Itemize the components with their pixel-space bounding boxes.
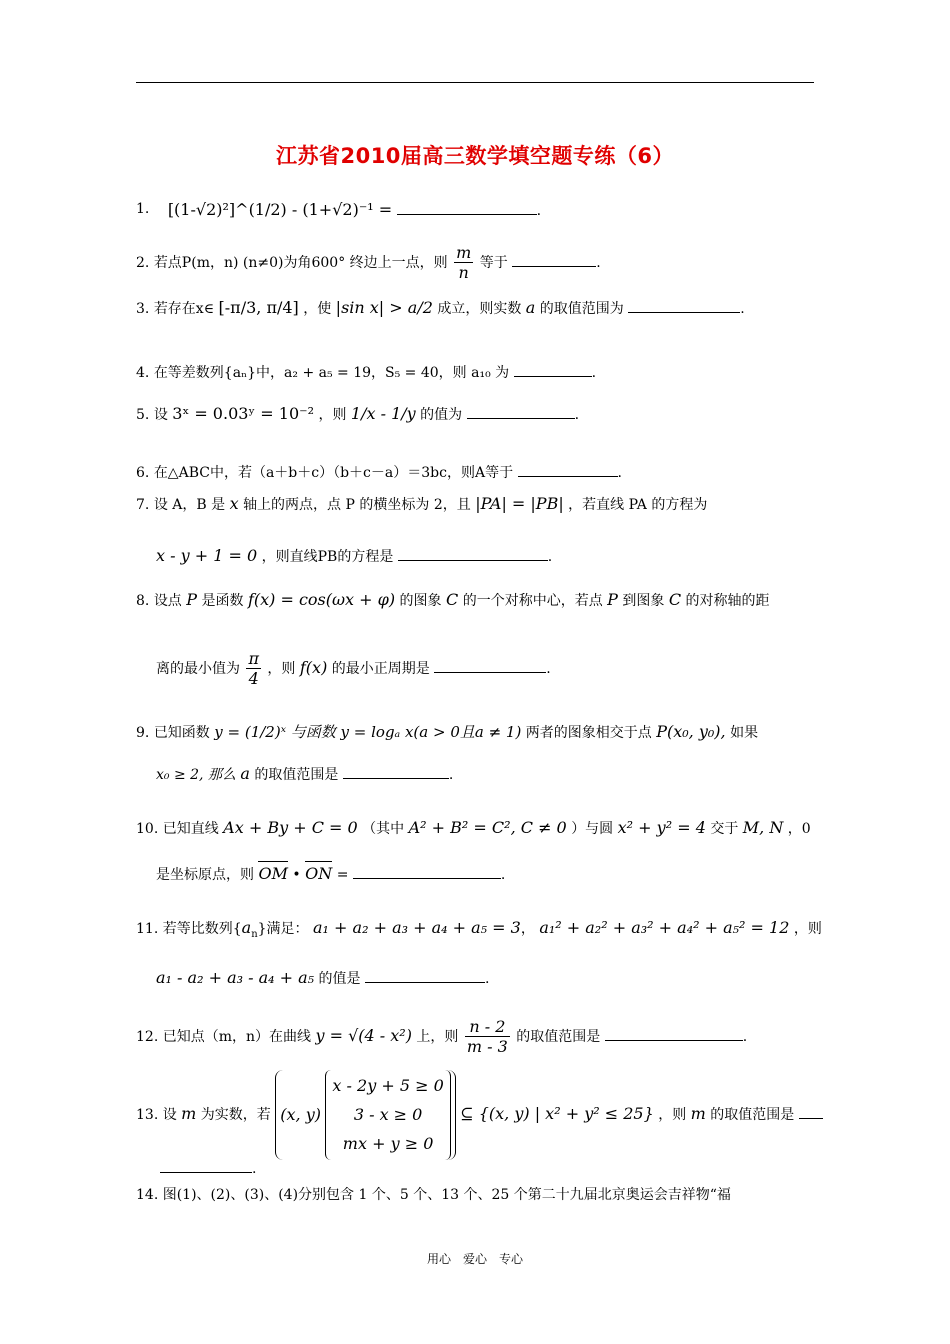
variable: x (229, 494, 239, 513)
answer-blank[interactable] (365, 970, 485, 983)
question-text: ，则 (267, 660, 296, 677)
question-8 (136, 590, 818, 611)
answer-blank[interactable] (467, 406, 575, 419)
question-6 (136, 464, 818, 482)
question-14 (136, 1186, 818, 1204)
question-number: 2. (136, 254, 150, 271)
question-text: 是函数 (201, 593, 244, 609)
question-12 (136, 1018, 818, 1056)
header-rule (136, 82, 814, 83)
fraction: $\frac{\pi}{4}$ (248, 649, 259, 688)
interval-expression: [-π/3, π/4] (218, 298, 299, 317)
question-number: 9. (136, 725, 150, 741)
question-text: 已知直线 (162, 821, 219, 837)
question-text: 设 (162, 1107, 177, 1124)
question-text: 若点P(m，n) (n≠0)为角600° 终边上一点，则 (153, 254, 448, 271)
question-13-line-2 (160, 1160, 256, 1177)
question-text: 的一个对称中心，若点 (462, 593, 603, 609)
question-text: 等于 (479, 254, 508, 271)
answer-blank[interactable] (398, 548, 548, 561)
vector-on: ON (305, 861, 332, 883)
question-number: 8. (136, 593, 150, 609)
question-text: 的取值范围是 (516, 1028, 601, 1045)
system-row: x - 2y + 5 ≥ 0 (332, 1076, 444, 1095)
set-element: (x, y) (280, 1104, 321, 1124)
question-text: 的值为 (420, 407, 463, 423)
question-text: ）与圆 (571, 821, 614, 837)
question-number: 11. (136, 921, 159, 937)
question-text: ，使 (303, 301, 332, 317)
question-text: 的取值范围是 (710, 1107, 795, 1124)
math-expression: Ax + By + C = 0 (223, 818, 358, 837)
period: . (740, 301, 745, 317)
question-number: 6. (136, 465, 150, 481)
answer-blank[interactable] (434, 660, 546, 673)
question-text: 图(1)、(2)、(3)、(4)分别包含 1 个、5 个、13 个、25 个第二十九届北京奥运会吉祥物“福 (162, 1187, 731, 1203)
set-builder (275, 1070, 456, 1160)
inequality-system (325, 1070, 450, 1160)
question-number: 3. (136, 301, 150, 317)
math-expression: f(x) (299, 657, 328, 677)
point-expression: P(x₀, y₀), (656, 722, 726, 741)
question-11-line-2 (156, 968, 489, 988)
question-1 (136, 200, 818, 221)
period: . (546, 660, 551, 677)
question-text: 的值是 (318, 971, 361, 987)
math-expression: 3ˣ = 0.03ʸ = 10⁻² (172, 404, 314, 423)
variable: C (668, 590, 682, 609)
question-text: 的取值范围是 (254, 767, 339, 783)
question-text: 在△ABC中，若（a＋b＋c）（b＋c－a）＝3bc，则A等于 (153, 465, 514, 481)
math-expression: 1/x - 1/y (350, 404, 416, 423)
question-text: 的图象 (399, 593, 442, 609)
question-11 (136, 918, 822, 941)
question-3 (136, 298, 818, 319)
question-text: 成立，则实数 (437, 301, 522, 317)
variable: a (240, 764, 250, 783)
question-number: 10. (136, 821, 159, 837)
question-text: 如果 (730, 725, 759, 741)
variable: a (241, 918, 252, 937)
question-text: 轴上的两点，点 P 的横坐标为 2，且 (243, 497, 471, 513)
answer-blank[interactable] (353, 866, 501, 879)
question-text: 上，则 (416, 1028, 459, 1045)
math-expression: A² + B² = C², C ≠ 0 (408, 818, 567, 837)
answer-blank[interactable] (160, 1160, 252, 1173)
question-text: 离的最小值为 (156, 660, 240, 677)
math-expression: a₁ - a₂ + a₃ - a₄ + a₅ (156, 968, 315, 987)
math-expression: [(1-√2)²]^(1/2) - (1+√2)⁻¹ = (167, 200, 393, 219)
answer-blank[interactable] (605, 1028, 743, 1041)
variable: m (690, 1104, 706, 1124)
question-text: ，0 (787, 821, 811, 837)
period: . (591, 365, 597, 381)
period: . (596, 254, 601, 271)
math-expression: a₁² + a₂² + a₃² + a₄² + a₅² = 12 (539, 918, 790, 937)
question-text: 交于 (710, 821, 739, 837)
math-expression: a₁ + a₂ + a₃ + a₄ + a₅ = 3 (313, 918, 521, 937)
question-text: 到图象 (622, 593, 665, 609)
equals-sign: = (336, 867, 349, 883)
question-text: ，则 (793, 921, 822, 937)
question-10 (136, 818, 818, 839)
question-text: 设 (153, 407, 168, 423)
answer-blank[interactable] (518, 464, 618, 477)
inequality-expression: |sin x| > a/2 (335, 298, 433, 317)
page-footer: 用心 爱心 专心 (426, 1252, 523, 1266)
question-text: 已知函数 (153, 725, 210, 741)
page-title: 江苏省2010届高三数学填空题专练（6） (275, 144, 675, 168)
question-9-line-2 (156, 764, 453, 784)
variable: a (525, 298, 536, 317)
period: . (536, 203, 542, 219)
vector-om: OM (258, 861, 288, 883)
period: . (574, 407, 580, 423)
variable: P (607, 590, 618, 609)
period: . (484, 971, 490, 987)
question-text: 在等差数列{aₙ}中，a₂ + a₅ = 19，S₅ = 40，则 a₁₀ 为 (153, 365, 510, 381)
dot-operator: • (292, 867, 301, 883)
question-text: 的最小正周期是 (331, 660, 430, 677)
question-text: 设点 (153, 593, 182, 609)
answer-blank[interactable] (514, 364, 592, 377)
subscript: n (251, 928, 258, 940)
period: . (742, 1028, 748, 1045)
answer-blank[interactable] (799, 1106, 823, 1119)
math-expression: y = (1/2)ˣ 与函数 y = logₐ x(a > 0且a ≠ 1) (214, 723, 522, 741)
variable: m (181, 1104, 197, 1124)
question-number: 5. (136, 407, 150, 423)
question-number: 13. (136, 1107, 159, 1124)
question-number: 1. (136, 201, 150, 217)
math-expression: x - y + 1 = 0 (156, 546, 258, 565)
question-10-line-2 (156, 864, 505, 884)
fraction: $\frac{n - 2}{m - 3}$ (466, 1017, 508, 1056)
question-text: 为实数，若 (200, 1107, 271, 1124)
question-number: 12. (136, 1028, 159, 1045)
question-text: ，则 (318, 407, 347, 423)
period: . (547, 549, 553, 565)
question-text: 是坐标原点，则 (156, 867, 254, 883)
question-9 (136, 722, 818, 743)
math-expression: x² + y² = 4 (617, 818, 706, 837)
variable: C (446, 590, 459, 609)
answer-blank[interactable] (628, 300, 740, 313)
period: . (500, 867, 506, 883)
question-text: （其中 (362, 821, 405, 837)
question-text: ，则直线PB的方程是 (261, 549, 394, 565)
question-text: 若等比数列{ (162, 921, 242, 937)
question-text: 两者的图象相交于点 (525, 725, 652, 741)
system-row: mx + y ≥ 0 (342, 1133, 434, 1153)
system-row: 3 - x ≥ 0 (353, 1104, 423, 1124)
math-expression: x₀ ≥ 2, 那么 (156, 767, 236, 783)
math-expression: y = √(4 - x²) (315, 1025, 412, 1045)
question-text: 设 A，B 是 (153, 497, 226, 513)
question-text: }满足： (257, 921, 309, 937)
math-expression: M, N (742, 818, 784, 837)
answer-blank[interactable] (397, 202, 537, 215)
math-expression: ⊆ {(x, y) | x² + y² ≤ 25} (460, 1104, 654, 1124)
question-13 (136, 1070, 818, 1160)
math-expression: |PA| = |PB| (475, 494, 564, 513)
math-expression: f(x) = cos(ωx + φ) (247, 590, 396, 609)
question-number: 4. (136, 365, 150, 381)
period: . (617, 465, 622, 481)
question-text: 的取值范围为 (539, 301, 624, 317)
question-text: 已知点（m，n）在曲线 (162, 1028, 312, 1045)
fraction: $\frac{m}{n}$ (456, 243, 472, 282)
period: . (448, 767, 454, 783)
answer-blank[interactable] (343, 766, 449, 779)
question-number: 14. (136, 1187, 159, 1203)
question-text: 若存在x∈ (153, 301, 215, 317)
question-text: ，若直线 PA 的方程为 (568, 497, 708, 513)
variable: P (186, 590, 198, 609)
answer-blank[interactable] (512, 254, 596, 267)
question-text: 的对称轴的距 (685, 593, 770, 609)
question-7-line-2 (156, 546, 552, 566)
question-5 (136, 404, 818, 425)
separator: ， (520, 921, 535, 937)
question-2 (136, 244, 818, 282)
question-7 (136, 494, 818, 515)
question-number: 7. (136, 497, 150, 513)
question-text: ，则 (658, 1107, 687, 1124)
question-4 (136, 364, 818, 382)
period: . (252, 1161, 257, 1177)
question-8-line-2 (156, 650, 551, 688)
